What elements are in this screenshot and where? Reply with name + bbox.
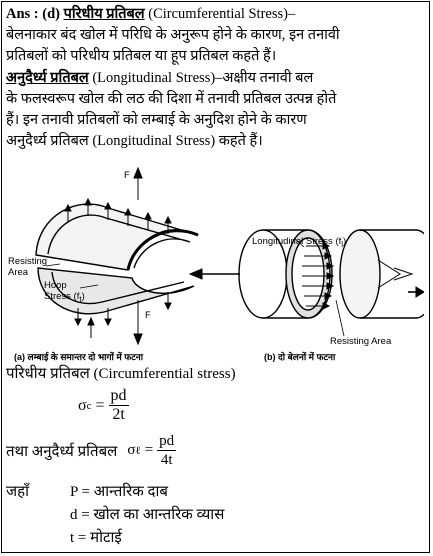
circumferential-heading: परिधीय प्रतिबल (Circumferential stress) [6, 366, 236, 382]
equals-sign-l: = [144, 442, 154, 458]
term-circumferential: परिधीय प्रतिबल [63, 6, 145, 22]
answer-line-2: बेलनाकार बंद खोल में परिधि के अनुरूप होने के कारण, इन तनावी [6, 27, 340, 43]
answer-line-1 [6, 4, 429, 25]
answer-line-5: के फलस्वरूप खोल की लठ की दिशा में तनावी प्रतिबल उत्पन्न होते [6, 91, 337, 107]
sigma-c-symbol: σ [78, 396, 87, 414]
longitudinal-stress-sub: l [341, 239, 344, 249]
longitudinal-stress-text: Longitudinal Stress (f [252, 236, 342, 247]
definition-t: t = मोटाई [70, 530, 122, 546]
stress-figure [8, 160, 424, 360]
term-longitudinal: अनुदैर्ध्य प्रतिबल [6, 70, 89, 86]
equals-sign-c: = [95, 396, 105, 414]
longitudinal-prefix: तथा अनुदैर्ध्य प्रतिबल [6, 443, 118, 460]
term-longitudinal-en: (Longitudinal Stress)– [88, 70, 223, 86]
sigma-l-sub: ℓ [135, 444, 141, 457]
answer-prefix: Ans : (d) [6, 6, 60, 22]
longitudinal-stress-label: Longitudinal Stress $(f_l)$ [252, 236, 347, 249]
answer-line-7: अनुदैर्ध्य प्रतिबल (Longitudinal Stress) कहते हैं। [6, 133, 263, 149]
hoop-stress-diagram [36, 168, 198, 344]
force-label-bottom: F [145, 310, 151, 321]
resisting-area-left-label: Resisting Area [8, 256, 48, 278]
caption-b: (b) दो बेलनों में फटना [264, 352, 336, 362]
where-label: जहाँ [6, 484, 29, 500]
fraction-l [157, 432, 176, 469]
definition-p: P = आन्तरिक दाब [70, 484, 168, 500]
force-label-top: F [124, 170, 130, 181]
answer-line-4-rest: अक्षीय तनावी बल [222, 70, 314, 86]
sigma-c-sub: c [86, 399, 92, 412]
hoop-stress-sub: t [79, 294, 82, 304]
caption-a: (a) लम्बाई के समान्तर दो भागों में फटना [14, 352, 144, 362]
answer-line-3: प्रतिबलों को परिधीय प्रतिबल या हूप प्रतिबल कहते हैं। [6, 48, 277, 64]
fraction-l-denominator: 4t [160, 452, 173, 468]
fraction-l-numerator: pd [159, 433, 175, 449]
fraction-c-numerator: pd [110, 387, 127, 404]
sigma-l-symbol: σ [127, 442, 136, 458]
hoop-stress-text: Hoop Stress (f [44, 280, 80, 302]
definition-d: d = खोल का आन्तरिक व्यास [70, 507, 225, 523]
fraction-c-denominator: 2t [112, 406, 125, 423]
term-circumferential-en: (Circumferential Stress)– [144, 6, 296, 22]
fraction-c [109, 387, 129, 424]
answer-line-6: हैं। इन तनावी प्रतिबलों को लम्बाई के अनुदिश होने के कारण [6, 112, 307, 128]
hoop-stress-label: Hoop Stress $(f_t)$ [44, 280, 85, 304]
circumferential-formula [78, 387, 129, 424]
resisting-area-right-label: Resisting Area [330, 336, 392, 347]
longitudinal-formula [6, 432, 176, 469]
answer-line-4 [6, 68, 429, 89]
